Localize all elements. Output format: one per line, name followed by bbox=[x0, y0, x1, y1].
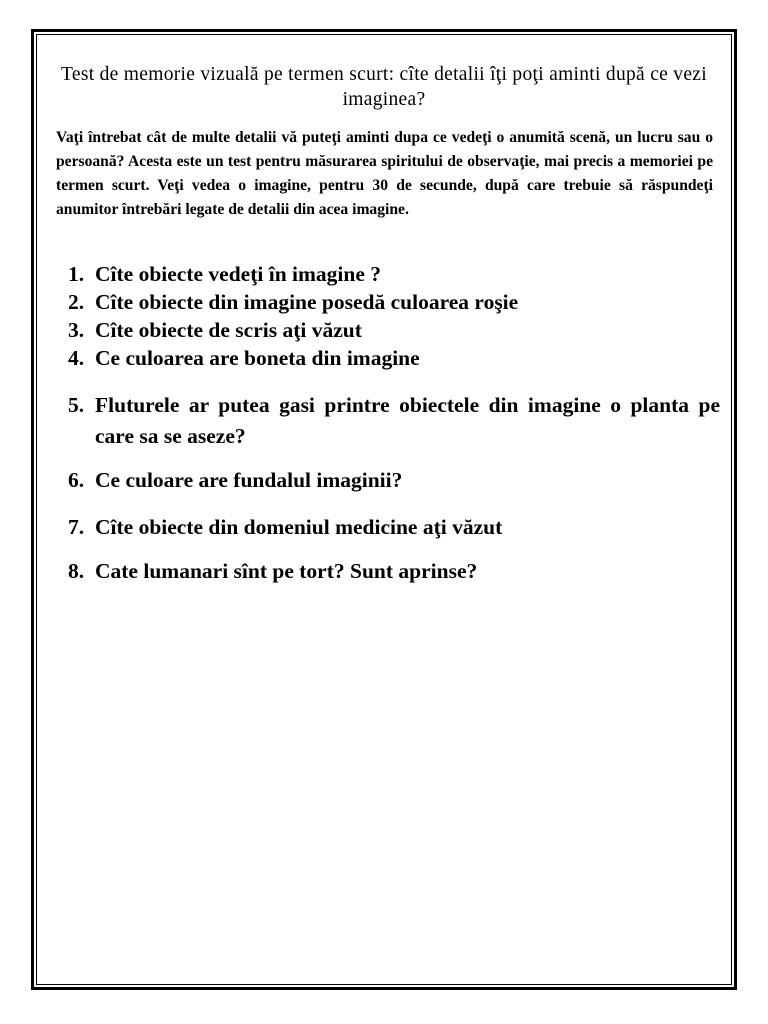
question-8 bbox=[68, 559, 477, 584]
question-number: 5. bbox=[68, 393, 85, 417]
question-number: 1. bbox=[68, 262, 85, 286]
question-number: 4. bbox=[68, 346, 85, 370]
intro-paragraph: Vaţi întrebat cât de multe detalii vă puteţi aminti dupa ce vedeţi o anumită scenă, un lucru sau o persoană? Acesta este un test pentru măsurarea spiritului de observaţie, mai precis a memoriei pe termen scurt. Veţi vedea o imagine, pentru 30 de secunde, după care trebuie să răspundeţi anumitor întrebări legate de detalii din acea imagine. bbox=[56, 129, 713, 218]
question-text: Cîte obiecte din imagine posedă culoarea roşie bbox=[95, 290, 519, 314]
question-number: 2. bbox=[68, 290, 85, 314]
question-text: Cîte obiecte vedeţi în imagine ? bbox=[95, 262, 382, 286]
question-2 bbox=[68, 290, 518, 315]
document-title: Test de memorie vizuală pe termen scurt: cîte detalii îţi poţi aminti după ce vezi imaginea? bbox=[61, 64, 707, 110]
question-4 bbox=[68, 346, 420, 371]
question-number: 7. bbox=[68, 515, 85, 539]
question-number: 3. bbox=[68, 318, 85, 342]
question-text: Fluturele ar putea gasi printre obiectele din imagine o planta pe care sa se aseze? bbox=[95, 393, 720, 448]
question-3 bbox=[68, 318, 362, 343]
question-5 bbox=[68, 390, 720, 452]
question-6 bbox=[68, 468, 402, 493]
question-text: Cîte obiecte din domeniul medicine aţi văzut bbox=[95, 515, 503, 539]
question-text: Ce culoarea are boneta din imagine bbox=[95, 346, 420, 370]
question-text: Ce culoare are fundalul imaginii? bbox=[95, 468, 403, 492]
question-7 bbox=[68, 515, 502, 540]
question-number: 8. bbox=[68, 559, 85, 583]
question-1 bbox=[68, 262, 381, 287]
question-text: Cîte obiecte de scris aţi văzut bbox=[95, 318, 362, 342]
question-text: Cate lumanari sînt pe tort? Sunt aprinse? bbox=[95, 559, 478, 583]
question-number: 6. bbox=[68, 468, 85, 492]
